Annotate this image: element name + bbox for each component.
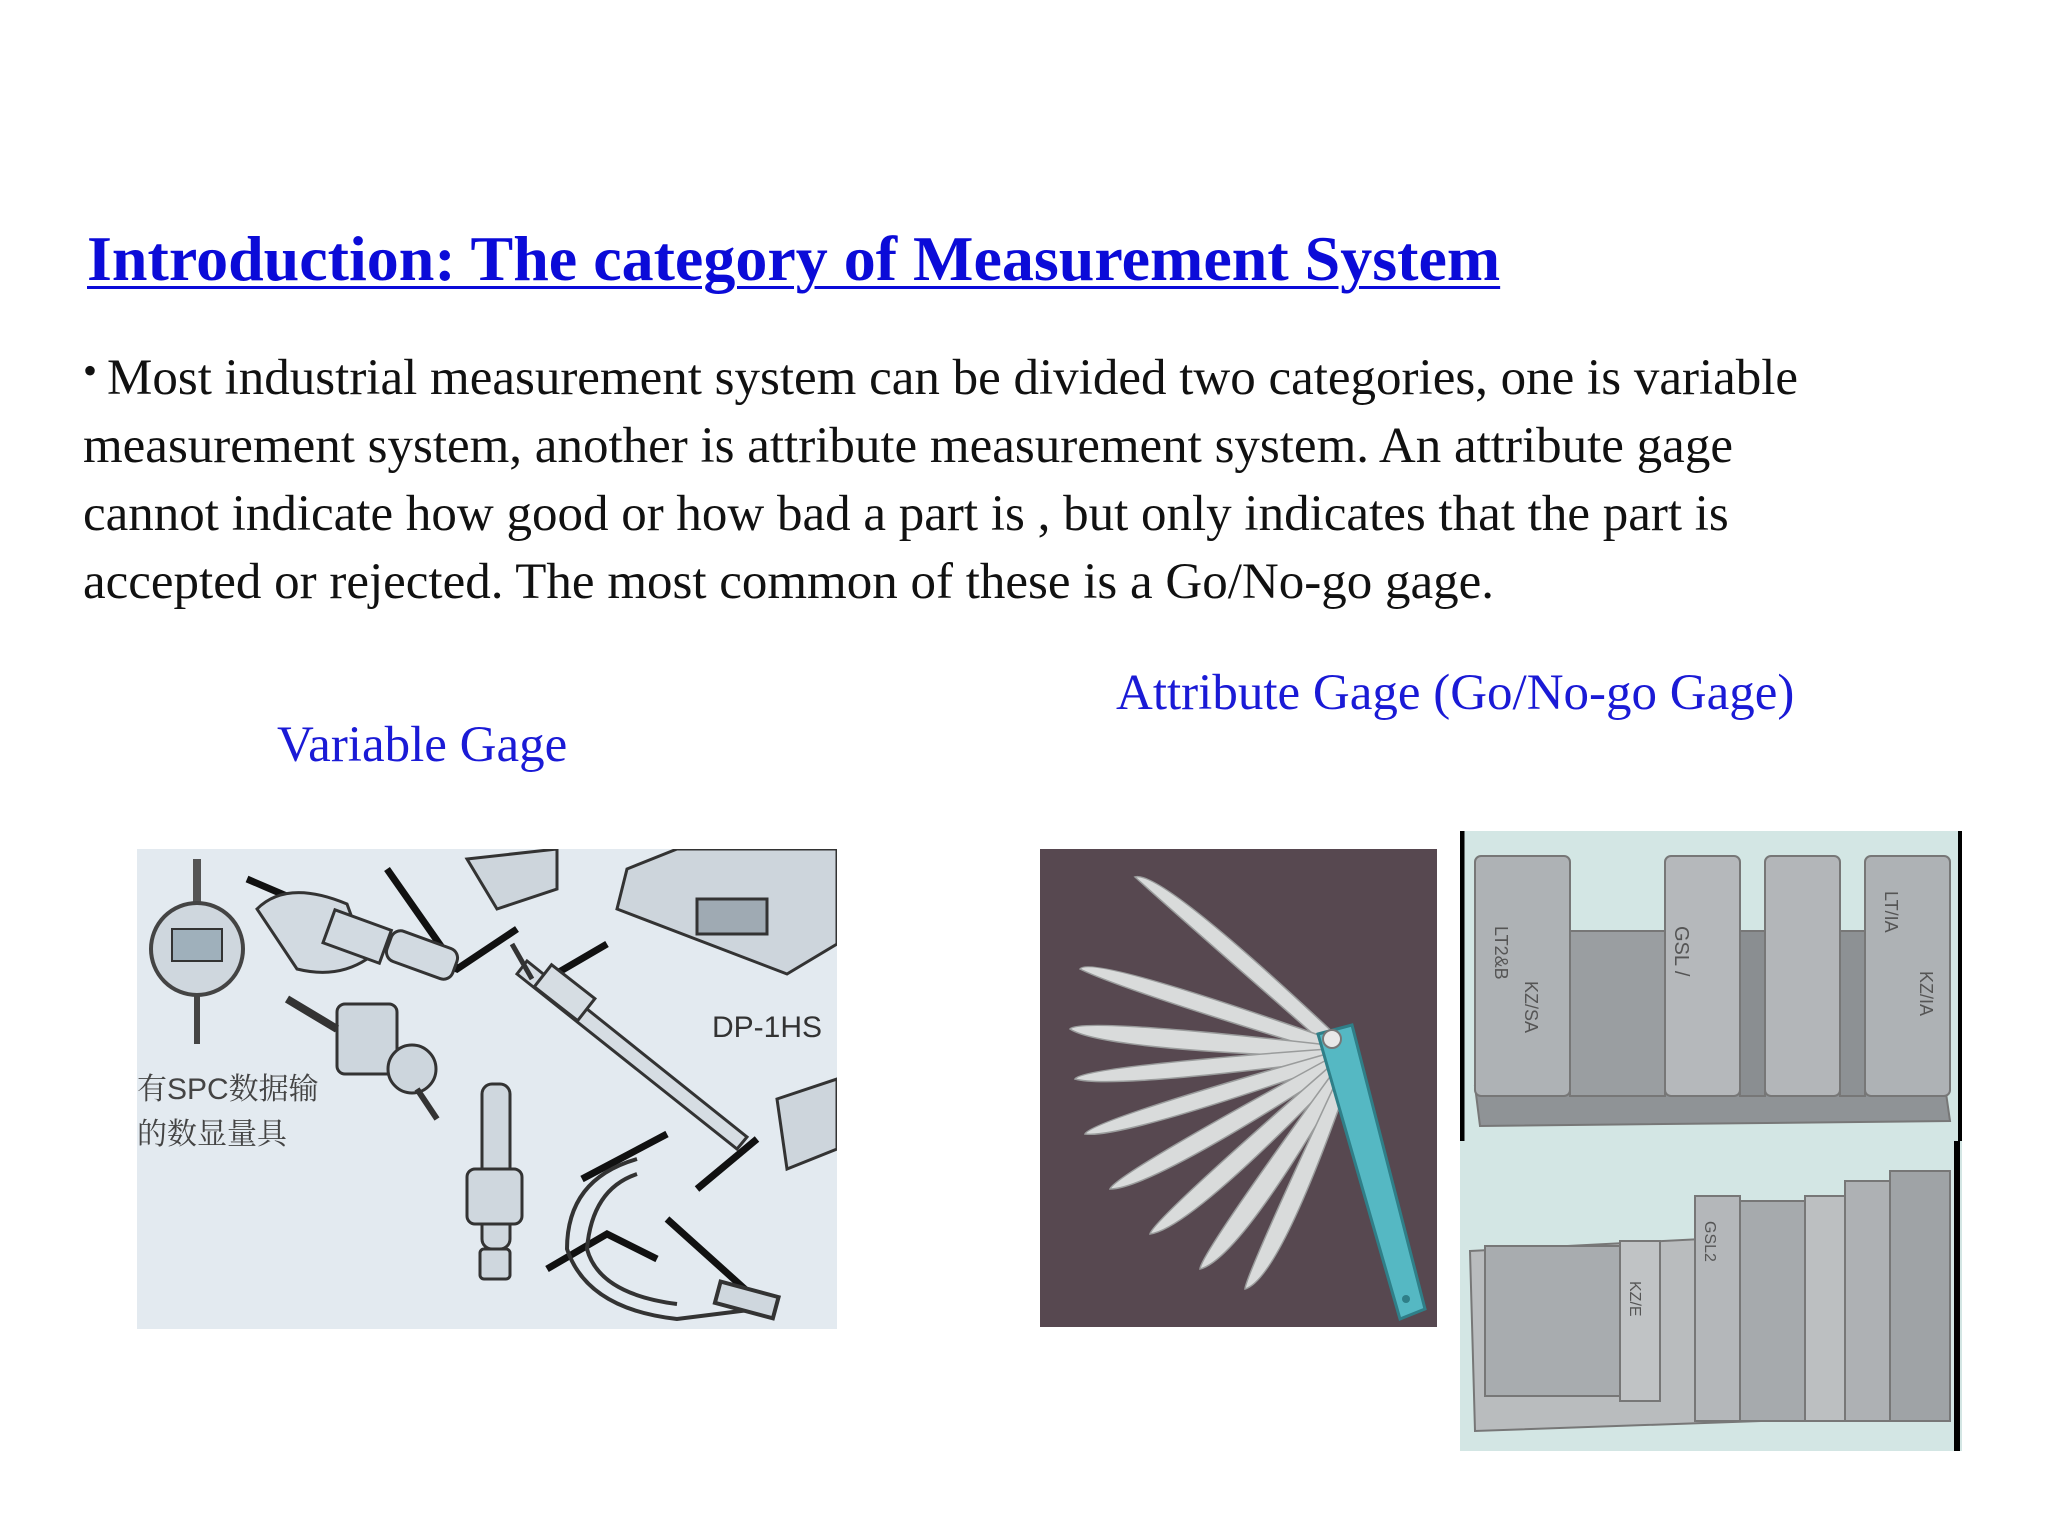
marking-left: LT2&B [1491, 926, 1511, 980]
upper-slot-gage [1475, 856, 1950, 1126]
marking-right: LT/IA [1881, 891, 1901, 933]
feeler-gage-drawing [1040, 849, 1437, 1327]
marking-lower-1: GSL2 [1701, 1221, 1718, 1262]
variable-gage-drawing [137, 849, 837, 1329]
marking-lower-2: KZ/E [1626, 1281, 1643, 1317]
model-label: DP-1HS [712, 1011, 823, 1044]
chinese-label-2: 的数显量具 [137, 1118, 287, 1151]
body-paragraph [83, 337, 2028, 616]
variable-gage-caption: Variable Gage [277, 717, 568, 773]
slide-title: Introduction: The category of Measurement System [87, 223, 1501, 294]
marking-center: GSL / [1670, 926, 1692, 977]
feeler-gage-image [1040, 849, 1437, 1327]
marking-right-2: KZ/IA [1916, 971, 1936, 1017]
chinese-label-1: 有SPC数据输 [137, 1073, 319, 1106]
variable-gage-image [137, 849, 837, 1329]
body-line-3: cannot indicate how good or how bad a part is , but only indicates that the part is [83, 486, 1729, 542]
body-line-4: accepted or rejected. The most common of these is a Go/No-go gage. [83, 554, 1494, 610]
body-line-2: measurement system, another is attribute measurement system. An attribute gage [83, 418, 1733, 474]
marking-left-2: KZ/SA [1521, 981, 1541, 1034]
body-line-1 [83, 337, 2028, 412]
body-line-1-text: Most industrial measurement system can be divided two categories, one is variable [107, 350, 1799, 406]
block-gage-drawing [1460, 831, 1962, 1451]
go-no-go-block-gage-image [1460, 831, 1962, 1451]
bullet-icon: • [83, 348, 98, 393]
attribute-gage-caption: Attribute Gage (Go/No-go Gage) [1116, 665, 1795, 721]
